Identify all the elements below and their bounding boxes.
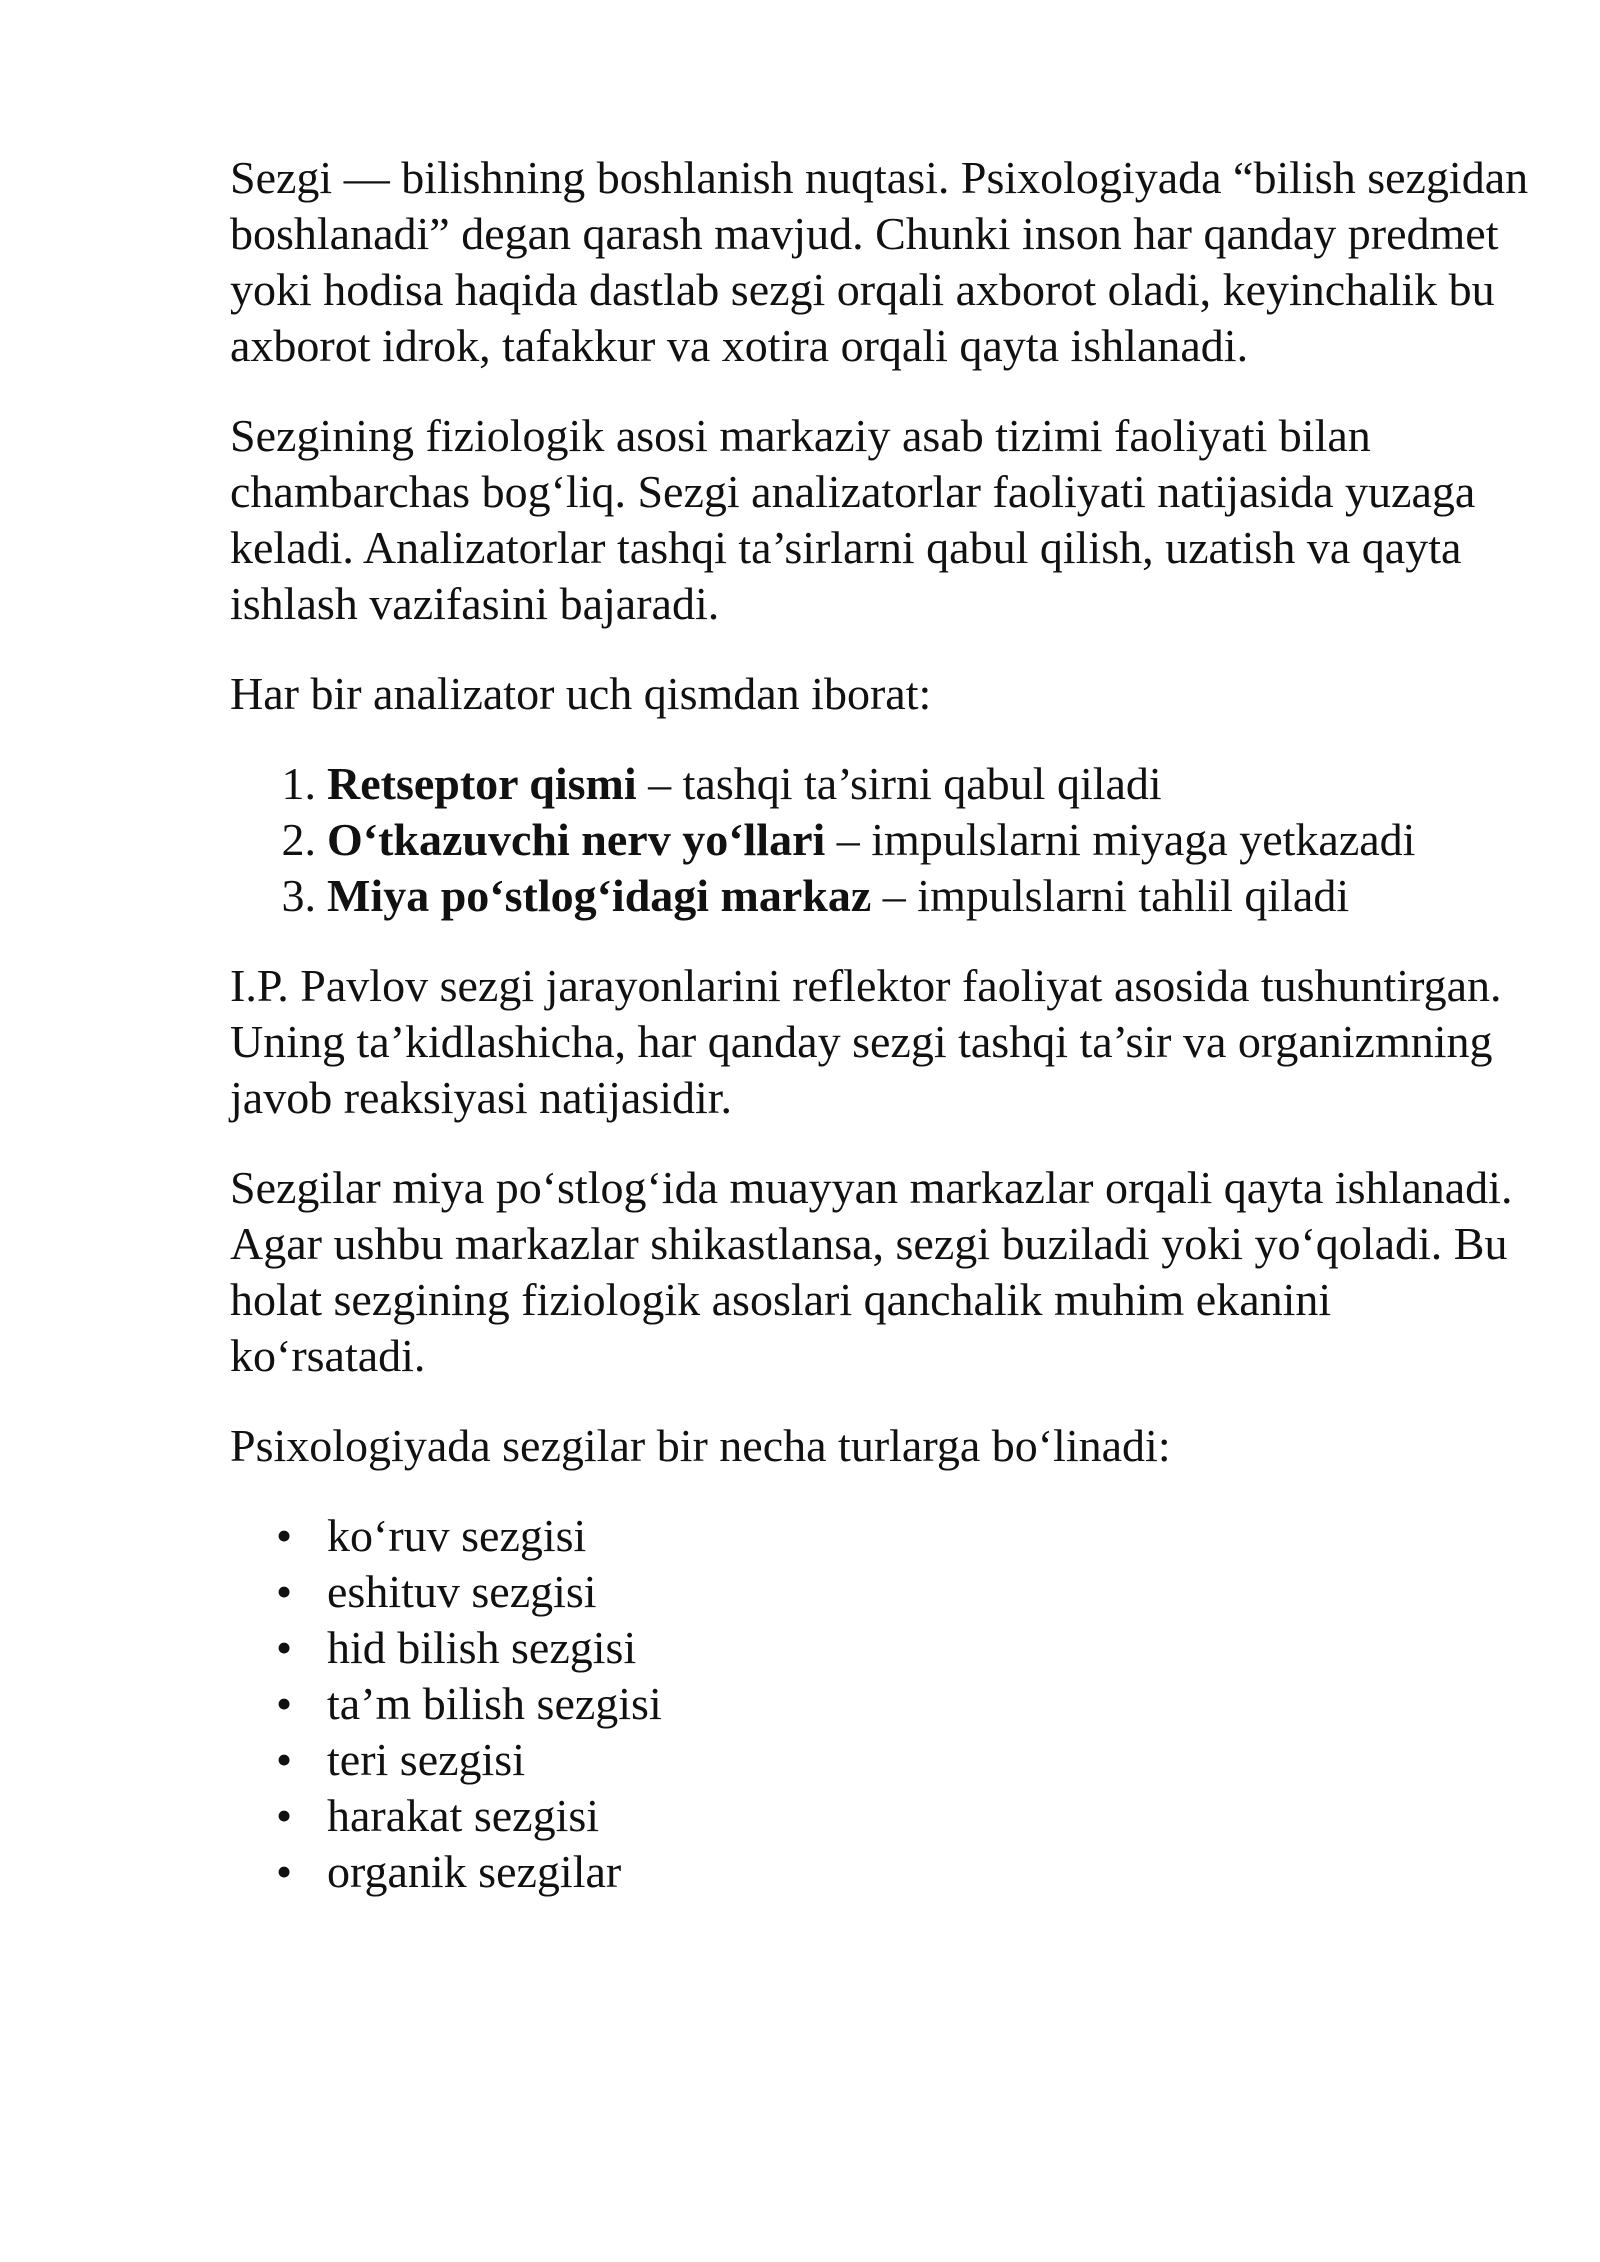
bullet-icon: • <box>275 1678 293 1729</box>
list-item-term: O‘tkazuvchi nerv yo‘llari <box>327 814 826 865</box>
list-item <box>230 868 1530 924</box>
list-item-term: Miya po‘stlog‘idagi markaz <box>327 870 872 921</box>
list-item <box>230 1620 1530 1676</box>
paragraph-pavlov: I.P. Pavlov sezgi jarayonlarini reflektor faoliyat asosida tushuntirgan. Uning ta’kidlashicha, har qanday sezgi tashqi ta’sir va organizmning javob reaksiyasi natijasidir. <box>230 960 1502 1123</box>
bullet-icon: • <box>275 1846 293 1897</box>
sensation-types-list <box>230 1508 1530 1900</box>
paragraph-intro: Sezgi — bilishning boshlanish nuqtasi. Psixologiyada “bilish sezgidan boshlanadi” degan qarash mavjud. Chunki inson har qanday predmet yoki hodisa haqida dastlab sezgi orqali axborot oladi, keyinchalik bu axborot idrok, tafakkur va xotira orqali qayta ishlanadi. <box>230 152 1529 371</box>
list-item <box>230 756 1530 812</box>
list-item-text: hid bilish sezgisi <box>327 1622 637 1673</box>
list-item <box>230 812 1530 868</box>
list-item-text: teri sezgisi <box>327 1734 525 1785</box>
bullet-icon: • <box>275 1734 293 1785</box>
document-body <box>230 150 1530 1934</box>
list-number: 2. <box>281 814 316 865</box>
bullet-icon: • <box>275 1790 293 1841</box>
paragraph-cortex: Sezgilar miya po‘stlog‘ida muayyan markazlar orqali qayta ishlanadi. Agar ushbu markazlar shikastlansa, sezgi buziladi yoki yo‘qoladi. Bu holat sezgining fiziologik asoslari qanchalik muhim ekanini ko‘rsatadi. <box>230 1162 1513 1381</box>
list-item <box>230 1788 1530 1844</box>
list-item-term: Retseptor qismi <box>327 758 637 809</box>
list-item <box>230 1676 1530 1732</box>
list-number: 3. <box>281 870 316 921</box>
paragraph-types-intro: Psixologiyada sezgilar bir necha turlarga bo‘linadi: <box>230 1420 1171 1471</box>
list-number: 1. <box>281 758 316 809</box>
paragraph-physiology: Sezgining fiziologik asosi markaziy asab tizimi faoliyati bilan chambarchas bog‘liq. Sezgi analizatorlar faoliyati natijasida yuzaga keladi. Analizatorlar tashqi ta’sirlarni qabul qilish, uzatish va qayta ishlash vazifasini bajaradi. <box>230 410 1476 629</box>
list-item-text: ko‘ruv sezgisi <box>327 1510 587 1561</box>
list-item-text: eshituv sezgisi <box>327 1566 597 1617</box>
bullet-icon: • <box>275 1622 293 1673</box>
list-item <box>230 1508 1530 1564</box>
list-item <box>230 1564 1530 1620</box>
list-item-description: – tashqi ta’sirni qabul qiladi <box>636 758 1162 809</box>
bullet-icon: • <box>275 1510 293 1561</box>
list-item-text: organik sezgilar <box>327 1846 622 1897</box>
list-item <box>230 1732 1530 1788</box>
list-item-description: – impulslarni tahlil qiladi <box>871 870 1350 921</box>
paragraph-analyzer-intro: Har bir analizator uch qismdan iborat: <box>230 668 932 719</box>
analyzer-parts-list <box>230 756 1530 924</box>
list-item <box>230 1844 1530 1900</box>
list-item-text: harakat sezgisi <box>327 1790 600 1841</box>
list-item-description: – impulslarni miyaga yetkazadi <box>825 814 1416 865</box>
list-item-text: ta’m bilish sezgisi <box>327 1678 662 1729</box>
bullet-icon: • <box>275 1566 293 1617</box>
